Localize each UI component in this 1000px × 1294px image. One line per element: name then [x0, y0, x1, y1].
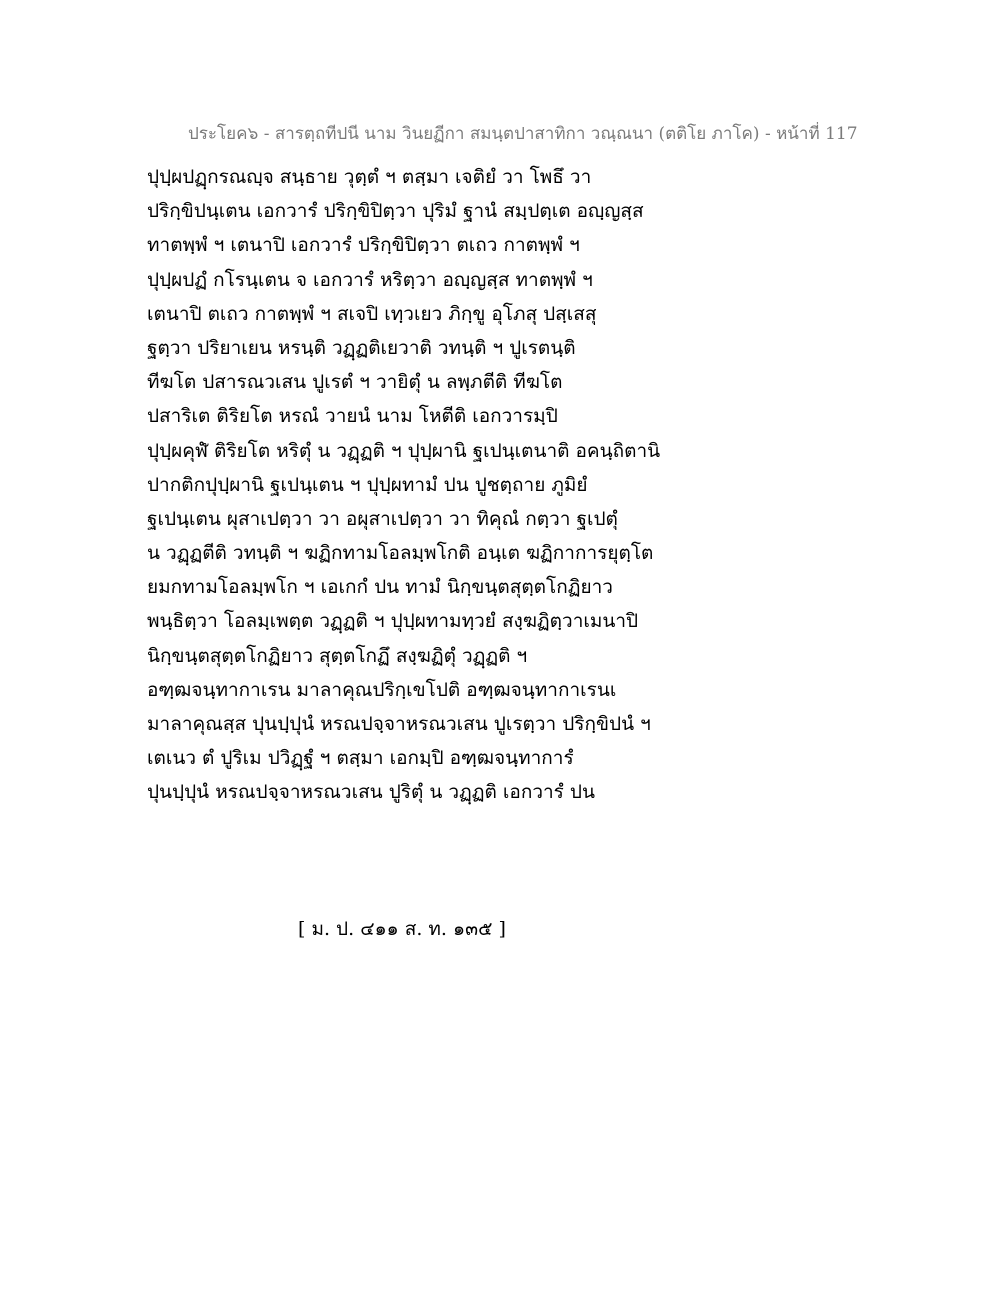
text-line: พนฺธิตฺวา โอลมฺเพตฺต วฏฺฏติ ฯ ปุปฺผทามทฺวยํ สงฺฆฏิตฺวาเมนาปิ [147, 610, 639, 633]
text-line: อฑฺฒจนฺทากาเรน มาลาคุณปริกฺเขโปติ อฑฺฒจนฺทากาเรนเ [147, 678, 617, 701]
text-line: มาลาคุณสฺส ปุนปฺปุนํ หรณปจฺจาหรณวเสน ปูเรตฺวา ปริกฺขิปนํ ฯ [147, 713, 651, 735]
text-line: ปริกฺขิปนฺเตน เอกวารํ ปริกฺขิปิตฺวา ปุริมํ ฐานํ สมฺปตฺเต อญฺญสฺส [147, 200, 644, 223]
running-header: ประโยค๖ - สารตฺถทีปนี นาม วินยฏีกา สมนฺตปาสาทิกา วณฺณนา (ตติโย ภาโค) - หน้าที่ 117 [188, 124, 858, 144]
text-line: ปุปฺผปฏฺกรณญฺจ สนฺธาย วุตฺตํ ฯ ตสฺมา เจติยํ วา โพธึ วา [147, 166, 592, 188]
body-text [147, 160, 827, 810]
source-reference: [ ม. ป. ๔๑๑ ส. ท. ๑๓๕ ] [298, 918, 506, 940]
text-line: ปุนปฺปุนํ หรณปจฺจาหรณวเสน ปูริตุํ น วฏฺฏติ เอกวารํ ปน [147, 781, 595, 804]
text-line: ฐเปนฺเตน ผุสาเปตฺวา วา อผุสาเปตฺวา วา ทิคุณํ กตฺวา ฐเปตุํ [147, 507, 618, 530]
text-line: ทาตพฺพํ ฯ เตนาปิ เอกวารํ ปริกฺขิปิตฺวา ตเถว กาตพฺพํ ฯ [147, 234, 580, 257]
text-line: นิกฺขนฺตสุตฺตโกฏิยาว สุตฺตโกฏึ สงฺฆฏิตุํ วฏฺฏติ ฯ [147, 644, 528, 667]
text-line: เตนาปิ ตเถว กาตพฺพํ ฯ สเจปิ เทฺวเยว ภิกฺขู อุโภสุ ปสฺเสสุ [147, 302, 597, 325]
text-line: ฐตฺวา ปริยาเยน หรนฺติ วฏฺฏติเยวาติ วทนฺติ ฯ ปูเรตนฺติ [147, 336, 576, 359]
text-line: น วฏฺฏตีติ วทนฺติ ฯ ฆฏิกทามโอลมฺพโกติ อนฺเต ฆฏิกาการยุตฺโต [147, 542, 654, 565]
text-line: ปุปฺผปฏํ กโรนฺเตน จ เอกวารํ หริตฺวา อญฺญสฺส ทาตพฺพํ ฯ [147, 268, 593, 291]
text-line: ปสาริเต ติริยโต หรณํ วายนํ นาม โหตีติ เอกวารมฺปิ [147, 405, 558, 428]
text-line: ปากติกปุปฺผานิ ฐเปนฺเตน ฯ ปุปฺผทามํ ปน ปูชตฺถาย ภูมิยํ [147, 473, 588, 496]
text-line: ยมกทามโอลมฺพโก ฯ เอเกกํ ปน ทามํ นิกฺขนฺตสุตฺตโกฏิยาว [147, 576, 613, 599]
text-line: เตเนว ตํ ปูริเม ปวิฏฺฐํ ฯ ตสฺมา เอกมฺปิ อฑฺฒจนฺทาการํ [147, 747, 574, 770]
text-line: ทีฆโต ปสารณวเสน ปูเรตํ ฯ วายิตุํ น ลพฺภตีติ ทีฆโต [147, 371, 563, 394]
text-line: ปุปฺผคุฬํ ติริยโต หริตุํ น วฏฺฏติ ฯ ปุปฺผานิ ฐเปนฺเตนาติ อคนฺถิตานิ [147, 439, 661, 462]
